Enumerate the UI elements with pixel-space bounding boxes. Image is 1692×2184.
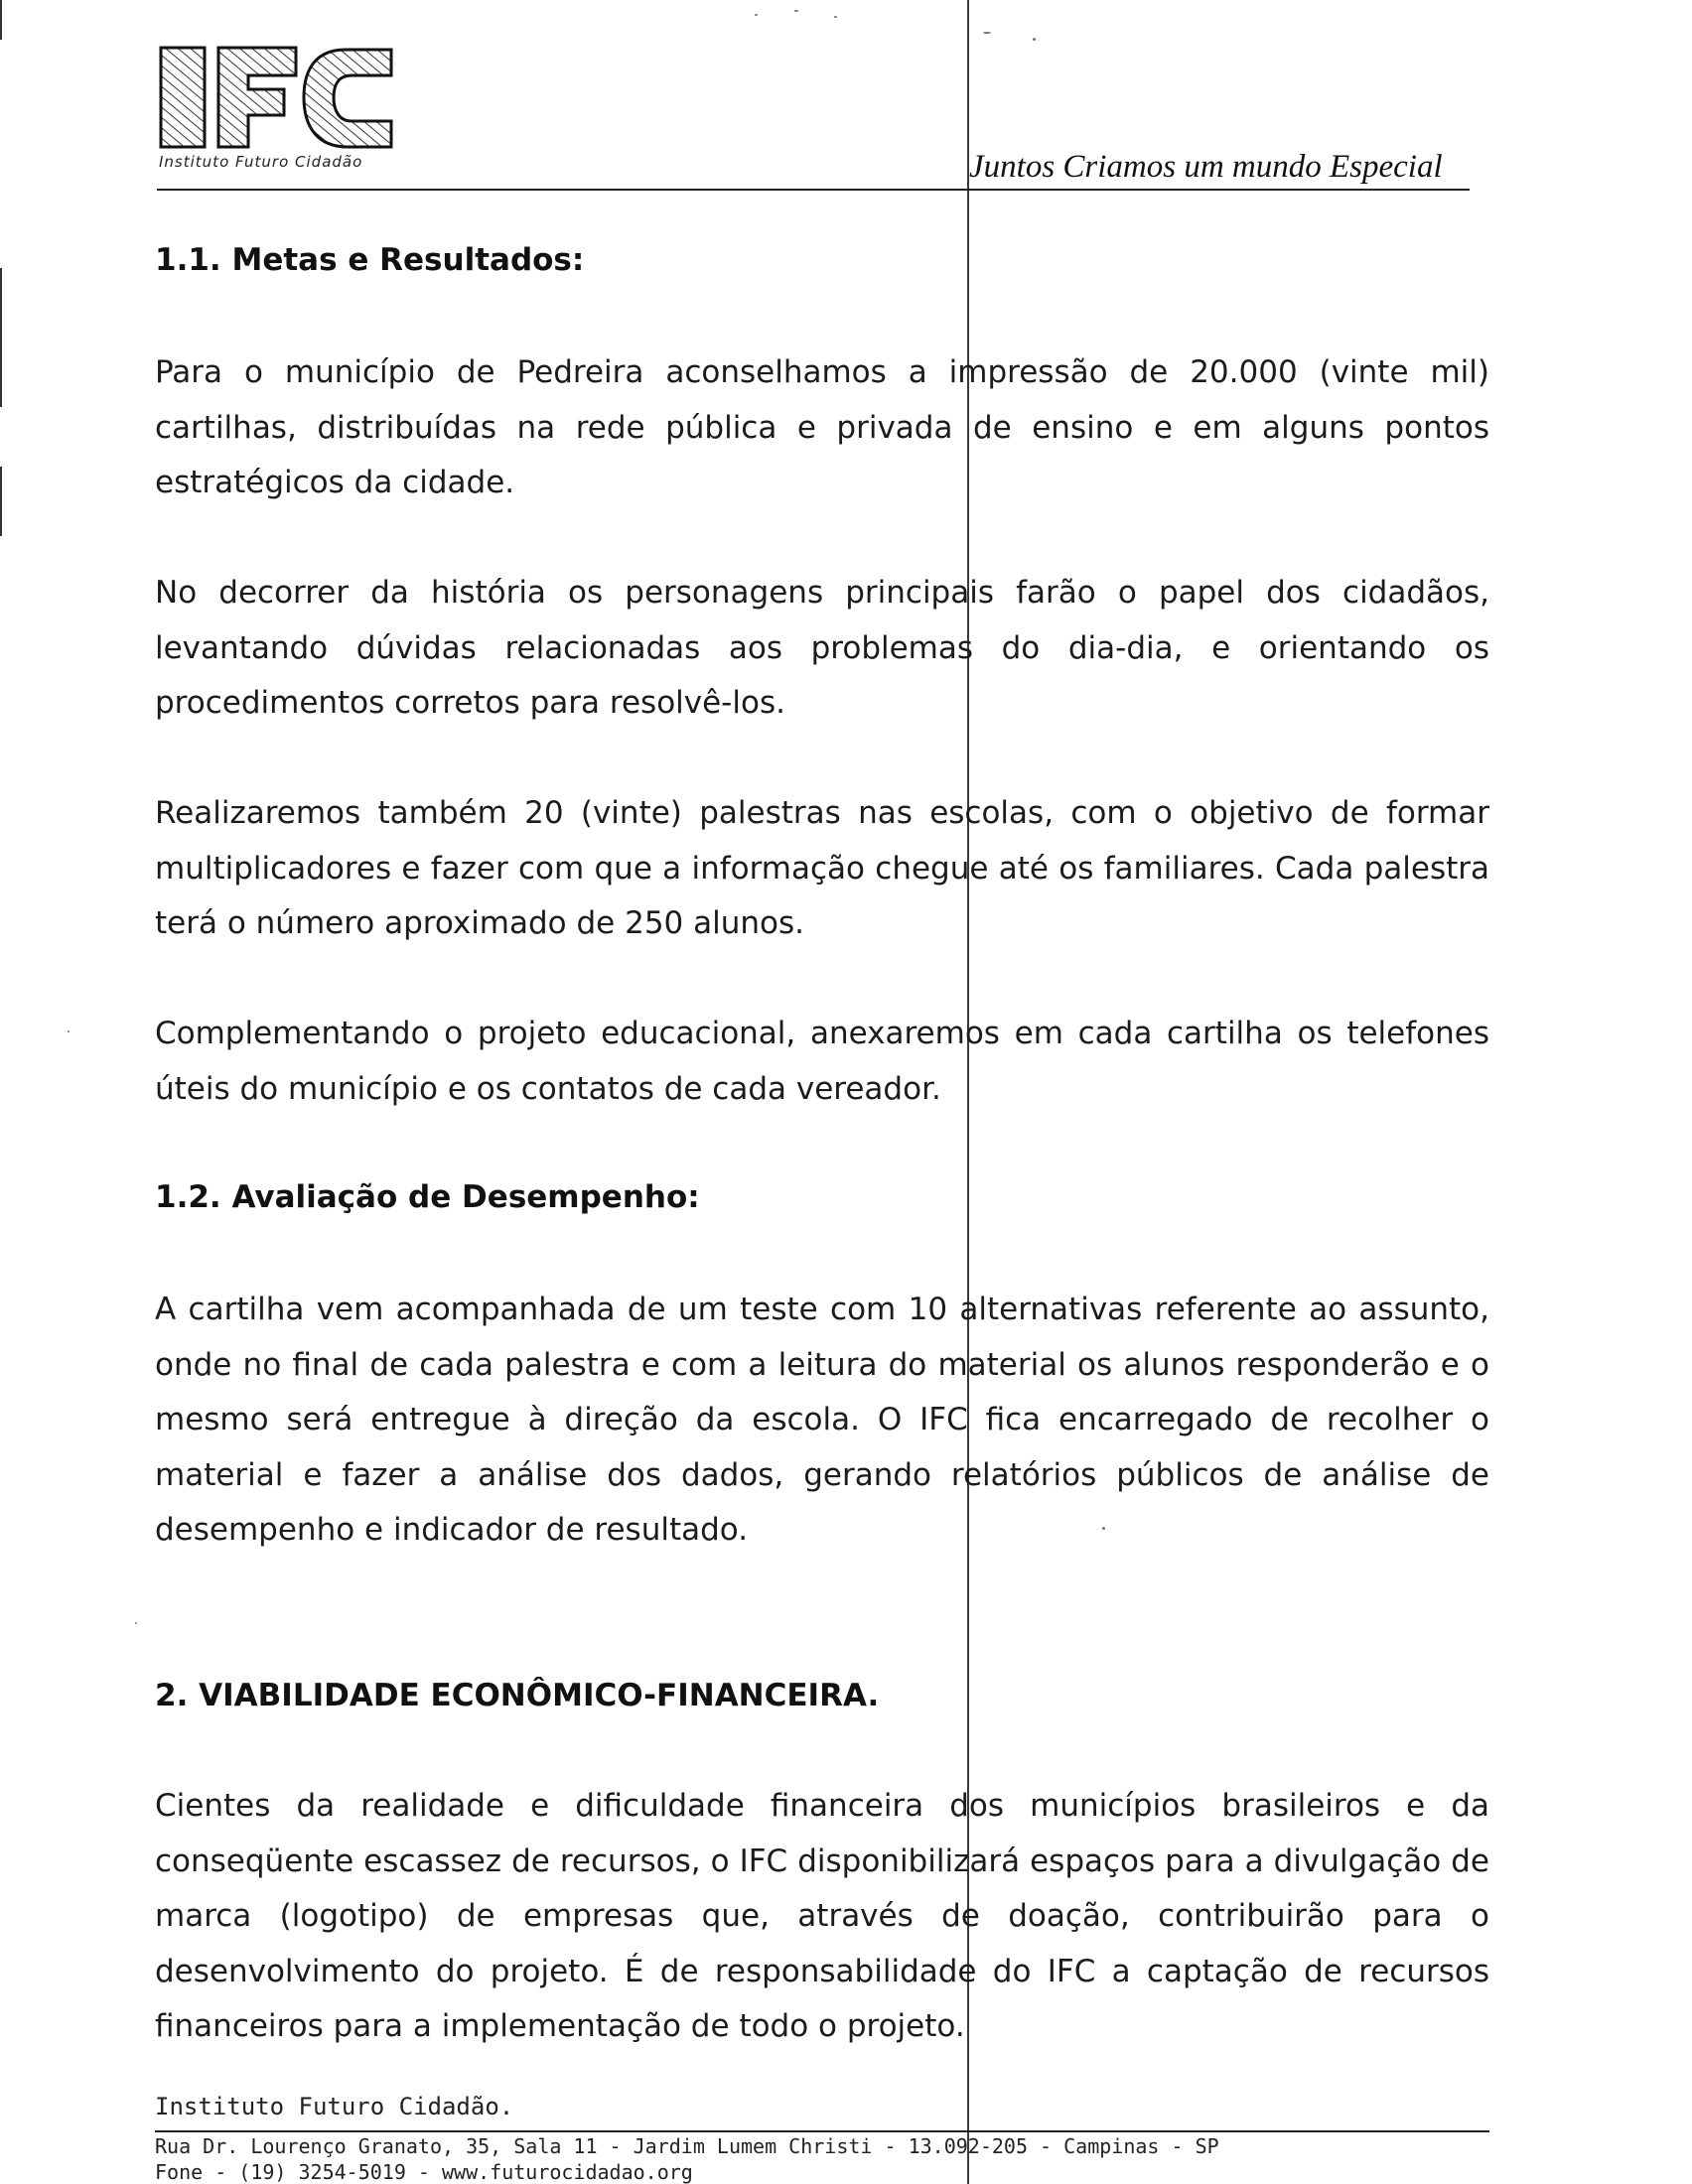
- footer-divider: [155, 2130, 1489, 2132]
- section-heading: 1.2. Avaliação de Desempenho:: [155, 1179, 700, 1215]
- paragraph: Realizaremos também 20 (vinte) palestras nas escolas, com o objetivo de formar multiplicadores e fazer com que a informação chegue até os familiares. Cada palestra terá o número aproximado de 250 alunos.: [155, 795, 1489, 941]
- footer-address: Rua Dr. Lourenço Granato, 35, Sala 11 - Jardim Lumem Christi - 13.092-205 - Campinas - SP: [155, 2134, 1219, 2158]
- section-heading: 2. VIABILIDADE ECONÔMICO-FINANCEIRA.: [155, 1678, 880, 1713]
- scan-edge-mark: [0, 467, 2, 536]
- ifc-logo-mark: [157, 42, 395, 153]
- paragraph: No decorrer da história os personagens principais farão o papel dos cidadãos, levantando dúvidas relacionadas aos problemas do dia-dia, e orientando os procedimentos corretos para resolvê-los.: [155, 575, 1489, 721]
- header-slogan: Juntos Criamos um mundo Especial: [969, 149, 1443, 185]
- scan-speck: [68, 1030, 70, 1032]
- scan-edge-mark: [0, 0, 2, 40]
- scan-speck: [1033, 38, 1036, 41]
- logo-tagline: Instituto Futuro Cidadão: [159, 153, 363, 171]
- header-divider: [157, 189, 1470, 191]
- scan-speck: [135, 1622, 137, 1624]
- footer-contact: Fone - (19) 3254-5019 - www.futurocidadao.org: [155, 2160, 693, 2184]
- scan-speck: [983, 32, 991, 34]
- paragraph: Cientes da realidade e dificuldade financeira dos municípios brasileiros e da conseqüente escassez de recursos, o IFC disponibilizará espaços para a divulgação de marca (logotipo) de empresas que, através de doação, contribuirão para o desenvolvimento do projeto. É de responsabilidade do IFC a captação de recursos financeiros para a implementação de todo o projeto.: [155, 1788, 1489, 2044]
- ifc-logo: [157, 42, 405, 179]
- paragraph: Complementando o projeto educacional, anexaremos em cada cartilha os telefones úteis do município e os contatos de cada vereador.: [155, 1016, 1489, 1107]
- paragraph: A cartilha vem acompanhada de um teste com 10 alternativas referente ao assunto, onde no final de cada palestra e com a leitura do material os alunos responderão e o mesmo será entregue à direção da escola. O IFC fica encarregado de recolher o material e fazer a análise dos dados, gerando relatórios públicos de análise de desempenho e indicador de resultado.: [155, 1292, 1489, 1548]
- paragraph: Para o município de Pedreira aconselhamos a impressão de 20.000 (vinte mil) cartilhas, distribuídas na rede pública e privada de ensino e em alguns pontos estratégicos da cidade.: [155, 354, 1489, 500]
- scan-speck: [755, 14, 758, 16]
- scan-speck: [834, 16, 837, 18]
- scan-speck: [794, 10, 798, 12]
- scan-edge-mark: [0, 268, 2, 407]
- section-heading: 1.1. Metas e Resultados:: [155, 242, 585, 278]
- footer-organization: Instituto Futuro Cidadão.: [155, 2093, 514, 2120]
